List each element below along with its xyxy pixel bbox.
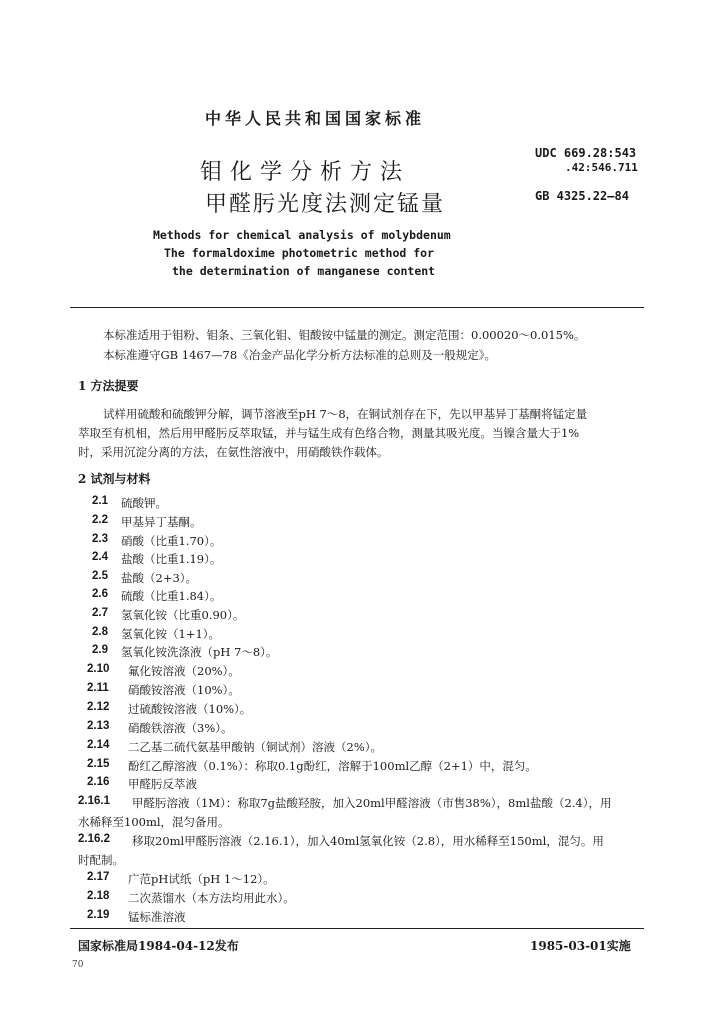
item-number: 2.8: [92, 626, 108, 638]
item-number: 2.2: [92, 514, 108, 526]
item-number: 2.16.2: [78, 833, 110, 845]
item-text: 二次蒸馏水（本方法均用此水）。: [128, 891, 295, 905]
item-text: 锰标准溶液: [128, 910, 186, 924]
item-number: 2.16: [87, 776, 110, 788]
bottom-divider: [70, 928, 644, 929]
item-text: 盐酸（2+3）。: [121, 571, 198, 585]
item-text: 氢氧化铵（1+1）。: [121, 627, 221, 641]
item-text-continued: 水稀释至100ml，混匀备用。: [78, 815, 230, 829]
title-line-2: 甲醛肟光度法测定锰量: [205, 192, 446, 217]
udc-code-line-1: UDC 669.28:543: [535, 146, 637, 160]
item-text: 氢氧化铵洗涤液（pH 7～8）。: [121, 645, 278, 659]
item-text: 酚红乙醇溶液（0.1%）：称取0.1g酚红，溶解于100ml乙醇（2+1）中，混匀。: [128, 759, 537, 773]
item-number: 2.1: [92, 495, 108, 507]
item-text: 二乙基二硫代氨基甲酸钠（铜试剂）溶液（2%）。: [128, 740, 382, 754]
item-number: 2.10: [87, 663, 110, 675]
item-number: 2.14: [87, 739, 110, 751]
intro-scope: 本标准适用于钼粉、钼条、三氧化钼、钼酸铵中锰量的测定。测定范围：0.00020～0.015%。: [103, 328, 586, 342]
section-1-heading: 1 方法提要: [78, 379, 139, 393]
item-text: 过硫酸铵溶液（10%）。: [128, 702, 252, 716]
item-number: 2.15: [87, 758, 110, 770]
item-number: 2.19: [87, 909, 110, 921]
english-title-line-1: Methods for chemical analysis of molybdenum: [153, 228, 451, 242]
issuing-authority: 中华人民共和国国家标准: [205, 109, 426, 128]
item-text: 广范pH试纸（pH 1～12）。: [128, 872, 275, 886]
item-number: 2.5: [92, 570, 108, 582]
section-1-line: 试样用硫酸和硫酸钾分解，调节溶液至pH 7～8，在铜试剂存在下，先以甲基异丁基酮将锰定量: [103, 407, 588, 421]
item-number: 2.7: [92, 607, 108, 619]
item-number: 2.6: [92, 588, 108, 600]
item-text: 甲醛肟溶液（1M）：称取7g盐酸羟胺，加入20ml甲醛溶液（市售38%），8ml盐酸（2.4），用: [132, 796, 612, 810]
title-line-1: 钼化学分析方法: [200, 160, 411, 185]
issue-date: 国家标准局1984-04-12发布: [78, 939, 239, 953]
item-text: 氢氧化铵（比重0.90）。: [121, 608, 245, 622]
section-1-line: 萃取至有机相，然后用甲醛肟反萃取锰，并与锰生成有色络合物，测量其吸光度。当镍含量大于1%: [78, 426, 580, 440]
item-number: 2.13: [87, 720, 110, 732]
item-number: 2.3: [92, 533, 108, 545]
item-number: 2.17: [87, 871, 110, 883]
item-number: 2.9: [92, 644, 108, 656]
effective-date: 1985-03-01实施: [530, 939, 631, 953]
gb-standard-code: GB 4325.22—84: [535, 189, 629, 203]
item-text: 移取20ml甲醛肟溶液（2.16.1），加入40ml氢氧化铵（2.8），用水稀释至150ml，混匀。用: [132, 834, 604, 848]
section-2-heading: 2 试剂与材料: [78, 472, 151, 486]
intro-compliance: 本标准遵守GB 1467—78《冶金产品化学分析方法标准的总则及一般规定》。: [103, 348, 496, 362]
page-number: 70: [72, 960, 84, 970]
english-title-line-2: The formaldoxime photometric method for: [164, 246, 435, 260]
item-text: 硝酸（比重1.70）。: [121, 534, 222, 548]
item-text: 硝酸铵溶液（10%）。: [128, 683, 240, 697]
udc-code-line-2: .42:546.711: [565, 161, 638, 174]
item-number: 2.16.1: [78, 795, 110, 807]
item-number: 2.11: [87, 682, 109, 694]
item-text: 硫酸（比重1.84）。: [121, 589, 222, 603]
item-text: 甲基异丁基酮。: [121, 515, 202, 529]
english-title-line-3: the determination of manganese content: [172, 264, 436, 278]
item-text: 盐酸（比重1.19）。: [121, 552, 222, 566]
item-text-continued: 时配制。: [78, 853, 124, 867]
item-number: 2.12: [87, 701, 110, 713]
item-number: 2.18: [87, 890, 110, 902]
top-divider: [70, 307, 644, 308]
item-text: 氟化铵溶液（20%）。: [128, 664, 240, 678]
item-number: 2.4: [92, 551, 108, 563]
item-text: 硫酸钾。: [121, 496, 167, 510]
item-text: 硝酸铁溶液（3%）。: [128, 721, 233, 735]
item-text: 甲醛肟反萃液: [128, 777, 197, 791]
section-1-line: 时，采用沉淀分离的方法，在氨性溶液中，用硝酸铁作载体。: [78, 445, 389, 459]
